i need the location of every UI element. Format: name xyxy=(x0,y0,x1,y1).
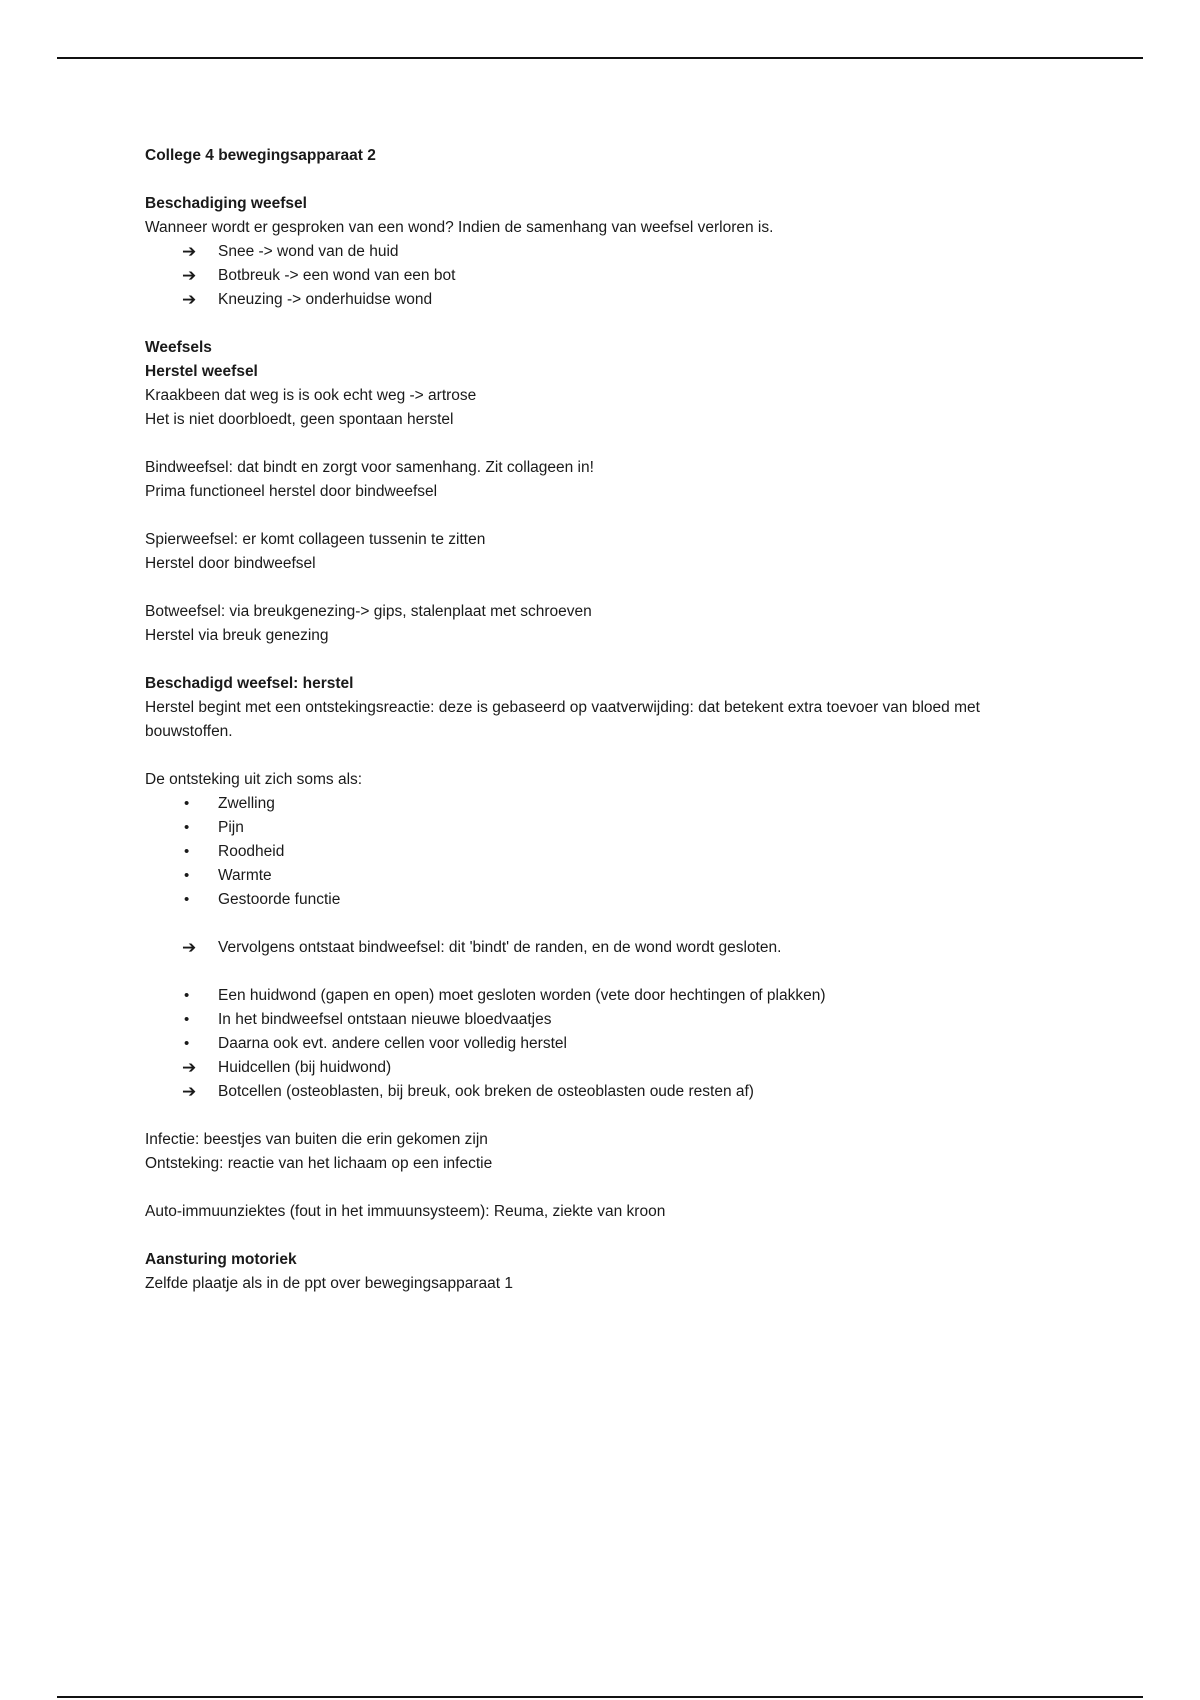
paragraph-line: Herstel via breuk genezing xyxy=(145,627,329,644)
bullet-icon: • xyxy=(184,819,190,836)
spacer xyxy=(145,912,1065,936)
paragraph-line: Botweefsel: via breukgenezing-> gips, stalenplaat met schroeven xyxy=(145,603,592,620)
list-item: • Zwelling xyxy=(145,792,1065,816)
arrow-icon: ➔ xyxy=(182,266,197,285)
list-item: ➔ Vervolgens ontstaat bindweefsel: dit 'bindt' de randen, en de wond wordt gesloten. xyxy=(145,936,1065,960)
spacer xyxy=(145,744,1065,768)
heading-weefsels: Weefsels xyxy=(145,339,212,356)
arrow-icon: ➔ xyxy=(182,290,197,309)
heading-aansturing-motoriek: Aansturing motoriek xyxy=(145,1251,297,1268)
list-item: • In het bindweefsel ontstaan nieuwe bloedvaatjes xyxy=(145,1008,1065,1032)
document-body xyxy=(145,144,1065,1296)
paragraph-herstel: Herstel begint met een ontstekingsreactie: deze is gebaseerd op vaatverwijding: dat betekent extra toevoer van bloed met bouwstoffen. xyxy=(145,699,980,740)
paragraph-line: Spierweefsel: er komt collageen tussenin te zitten xyxy=(145,531,486,548)
paragraph-line: Herstel door bindweefsel xyxy=(145,555,316,572)
list-item: ➔ Botcellen (osteoblasten, bij breuk, ook breken de osteoblasten oude resten af) xyxy=(145,1080,1065,1104)
spacer xyxy=(145,504,1065,528)
arrow-icon: ➔ xyxy=(182,1082,197,1101)
list-item: • Warmte xyxy=(145,864,1065,888)
spacer xyxy=(145,1176,1065,1200)
paragraph-line: Infectie: beestjes van buiten die erin gekomen zijn xyxy=(145,1131,488,1148)
header-rule xyxy=(57,57,1143,59)
paragraph-line: Ontsteking: reactie van het lichaam op een infectie xyxy=(145,1155,493,1172)
paragraph-line: Het is niet doorbloedt, geen spontaan herstel xyxy=(145,411,454,428)
heading-beschadiging-weefsel: Beschadiging weefsel xyxy=(145,195,307,212)
paragraph-line: Auto-immuunziektes (fout in het immuunsysteem): Reuma, ziekte van kroon xyxy=(145,1203,666,1220)
list-item: ➔ Snee -> wond van de huid xyxy=(145,240,1065,264)
bullet-icon: • xyxy=(184,1011,190,1028)
list-item: ➔ Botbreuk -> een wond van een bot xyxy=(145,264,1065,288)
spacer xyxy=(145,168,1065,192)
list-item: • Gestoorde functie xyxy=(145,888,1065,912)
spacer xyxy=(145,312,1065,336)
bullet-icon: • xyxy=(184,795,190,812)
paragraph-line: Zelfde plaatje als in de ppt over bewegingsapparaat 1 xyxy=(145,1275,513,1292)
bullet-icon: • xyxy=(184,891,190,908)
spacer xyxy=(145,432,1065,456)
bullet-icon: • xyxy=(184,1035,190,1052)
list-item: • Roodheid xyxy=(145,840,1065,864)
spacer xyxy=(145,648,1065,672)
spacer xyxy=(145,1104,1065,1128)
spacer xyxy=(145,1224,1065,1248)
spacer xyxy=(145,960,1065,984)
footer-rule xyxy=(57,1696,1143,1698)
heading-beschadigd-weefsel-herstel: Beschadigd weefsel: herstel xyxy=(145,675,354,692)
paragraph-line: Prima functioneel herstel door bindweefsel xyxy=(145,483,438,500)
paragraph-line: Bindweefsel: dat bindt en zorgt voor samenhang. Zit collageen in! xyxy=(145,459,594,476)
bullet-icon: • xyxy=(184,843,190,860)
bullet-icon: • xyxy=(184,867,190,884)
arrow-icon: ➔ xyxy=(182,938,197,957)
list-item: • Daarna ook evt. andere cellen voor volledig herstel xyxy=(145,1032,1065,1056)
list-item: ➔ Huidcellen (bij huidwond) xyxy=(145,1056,1065,1080)
spacer xyxy=(145,576,1065,600)
bullet-icon: • xyxy=(184,987,190,1004)
arrow-icon: ➔ xyxy=(182,1058,197,1077)
paragraph-line: Kraakbeen dat weg is is ook echt weg -> artrose xyxy=(145,387,477,404)
arrow-icon: ➔ xyxy=(182,242,197,261)
heading-herstel-weefsel: Herstel weefsel xyxy=(145,363,258,380)
document-title: College 4 bewegingsapparaat 2 xyxy=(145,147,376,164)
list-item: • Pijn xyxy=(145,816,1065,840)
intro-text: Wanneer wordt er gesproken van een wond? Indien de samenhang van weefsel verloren is. xyxy=(145,219,774,236)
symptoms-intro: De ontsteking uit zich soms als: xyxy=(145,771,363,788)
list-item: ➔ Kneuzing -> onderhuidse wond xyxy=(145,288,1065,312)
list-item: • Een huidwond (gapen en open) moet gesloten worden (vete door hechtingen of plakken) xyxy=(145,984,1065,1008)
